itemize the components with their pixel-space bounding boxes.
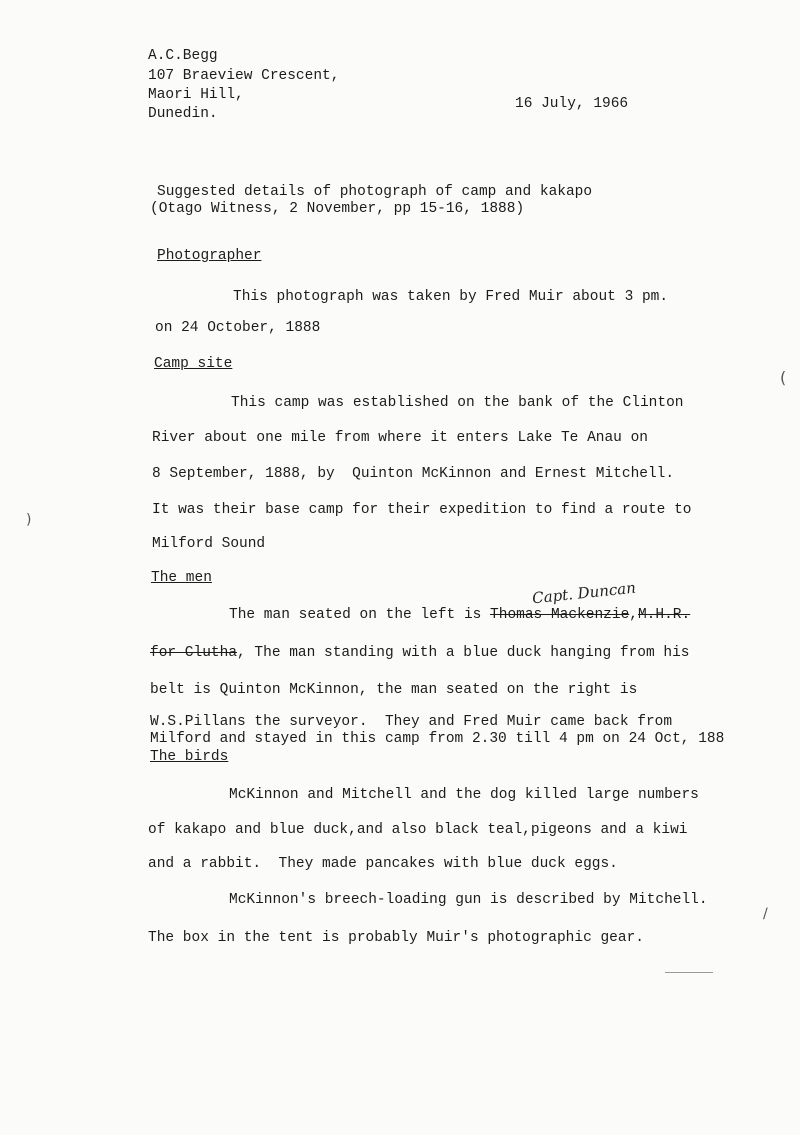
men-line-2: for Clutha, The man standing with a blue duck hanging from his [150, 645, 690, 661]
camp-line: River about one mile from where it enters Lake Te Anau on [152, 430, 648, 446]
subject-line-1: Suggested details of photograph of camp and kakapo [157, 184, 593, 200]
men-line: belt is Quinton McKinnon, the man seated on the right is [150, 682, 638, 698]
sender-street: 107 Braeview Crescent, [148, 68, 340, 84]
men-line: W.S.Pillans the surveyor. They and Fred Muir came back from [150, 714, 673, 730]
scan-mark: ( [780, 368, 787, 387]
camp-line: 8 September, 1888, by Quinton McKinnon and Ernest Mitchell. [152, 466, 675, 482]
sender-name: A.C.Begg [148, 48, 218, 64]
camp-line: This camp was established on the bank of the Clinton [231, 395, 684, 411]
birds-line: and a rabbit. They made pancakes with blue duck eggs. [148, 856, 618, 872]
subject-line-2: (Otago Witness, 2 November, pp 15-16, 1888) [150, 201, 525, 217]
heading-photographer: Photographer [157, 248, 262, 264]
scan-mark: / [763, 906, 768, 922]
sender-city: Dunedin. [148, 106, 218, 122]
photographer-line: This photograph was taken by Fred Muir about 3 pm. [233, 289, 669, 305]
letter-date: 16 July, 1966 [515, 96, 629, 112]
camp-line: Milford Sound [152, 536, 266, 552]
heading-camp-site: Camp site [154, 356, 233, 372]
scan-mark: ) [26, 512, 32, 528]
struck-title: M.H.R. [637, 607, 691, 623]
photographer-line: on 24 October, 1888 [155, 320, 321, 336]
birds-line: of kakapo and blue duck,and also black teal,pigeons and a kiwi [148, 822, 688, 838]
heading-the-men: The men [151, 570, 212, 586]
men-line-1: The man seated on the left is Thomas Mackenzie,M.H.R. [229, 607, 691, 623]
men-line: Milford and stayed in this camp from 2.30 till 4 pm on 24 Oct, 188 [150, 731, 725, 747]
struck-clutha: for Clutha [150, 645, 238, 661]
heading-the-birds: The birds [150, 749, 229, 765]
birds-line: McKinnon's breech-loading gun is described by Mitchell. [229, 892, 708, 908]
struck-name: Thomas Mackenzie [490, 607, 630, 623]
scan-mark [665, 972, 713, 973]
birds-line: The box in the tent is probably Muir's photographic gear. [148, 930, 644, 946]
sender-suburb: Maori Hill, [148, 87, 244, 103]
birds-line: McKinnon and Mitchell and the dog killed large numbers [229, 787, 699, 803]
handwritten-correction: Capt. Duncan [531, 578, 637, 608]
camp-line: It was their base camp for their expedition to find a route to [152, 502, 692, 518]
